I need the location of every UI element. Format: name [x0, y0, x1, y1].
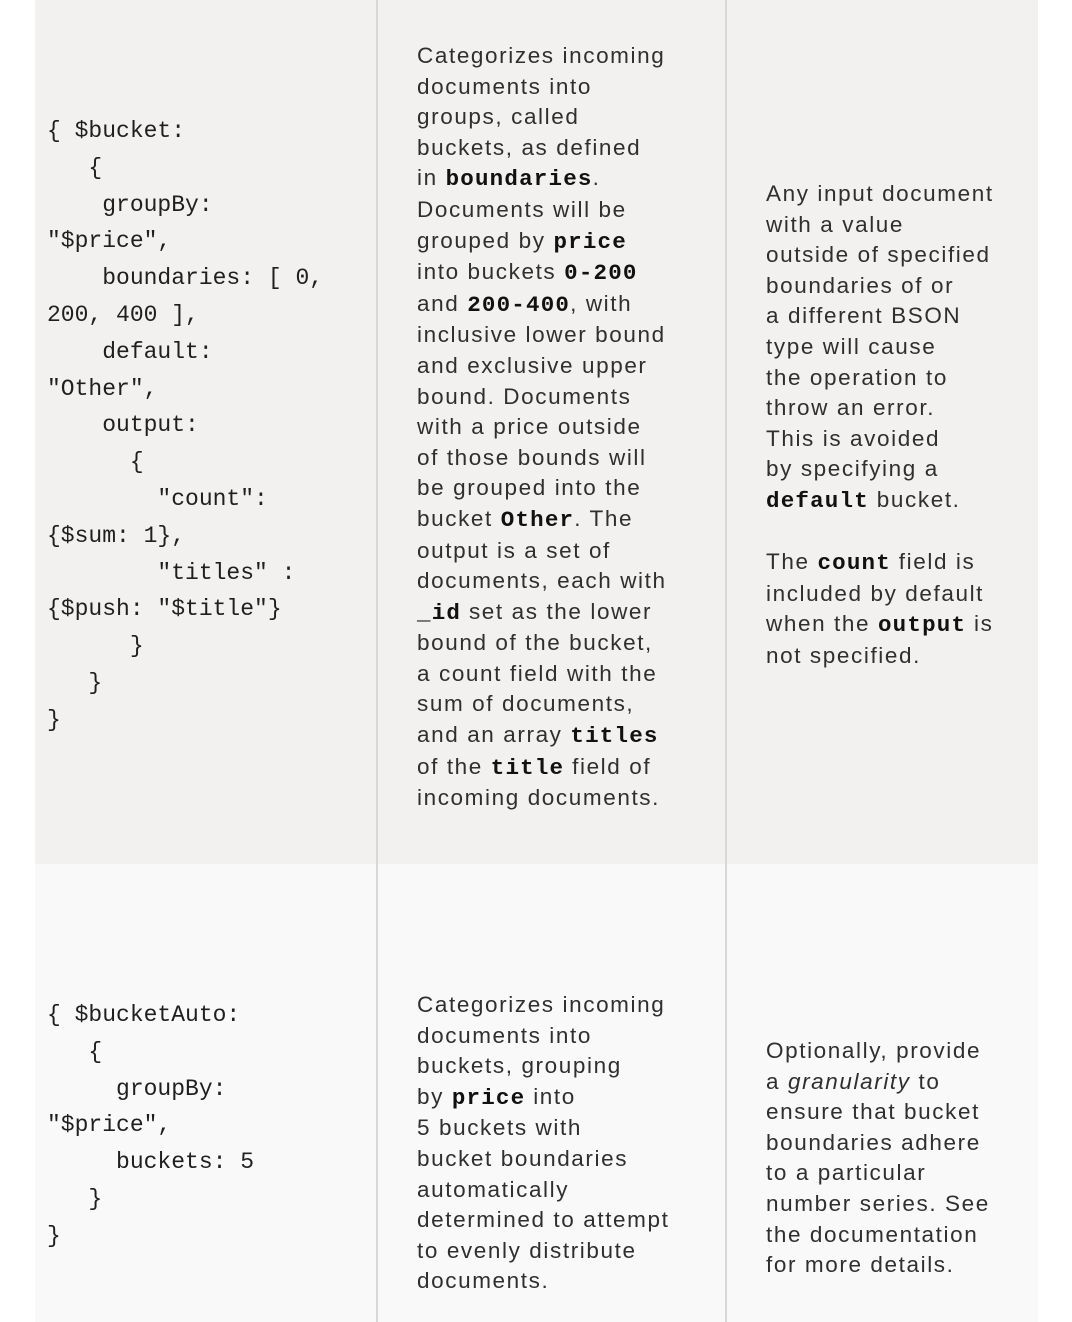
- text-run: field is: [890, 549, 976, 575]
- text-run: grouped by: [417, 227, 554, 253]
- text-line: [766, 393, 994, 424]
- text-line: [417, 1113, 669, 1144]
- text-run: is: [966, 611, 994, 637]
- text-line: [417, 382, 667, 413]
- text-run: boundaries of or: [766, 272, 955, 298]
- text-line: [417, 102, 667, 133]
- text-run: bucket.: [868, 486, 961, 512]
- text-line: [766, 609, 994, 641]
- text-run: boundaries adhere: [766, 1129, 981, 1155]
- text-run: buckets, grouping: [417, 1053, 622, 1079]
- text-run: bound of the bucket,: [417, 630, 653, 656]
- text-run: sum of documents,: [417, 691, 635, 717]
- text-run: of the: [417, 753, 491, 779]
- text-line: [417, 628, 667, 659]
- text-line: [766, 1250, 990, 1281]
- column-divider: [376, 0, 378, 1322]
- text-run: to evenly distribute: [417, 1237, 637, 1263]
- text-run: buckets, as defined: [417, 134, 642, 160]
- text-run: into buckets: [417, 259, 565, 285]
- text-line: [766, 641, 994, 672]
- text-line: [417, 720, 667, 752]
- code-term: Other: [500, 506, 575, 533]
- text-line: [417, 257, 667, 289]
- text-line: [766, 1189, 990, 1220]
- text-line: [766, 332, 994, 363]
- text-line: [417, 41, 667, 72]
- text-line: [417, 163, 667, 195]
- text-run: when the: [766, 611, 878, 637]
- text-line: [766, 424, 994, 455]
- text-run: and: [417, 290, 468, 316]
- text-line: [417, 412, 667, 443]
- text-line: [417, 351, 667, 382]
- text-run: set as the lower: [461, 598, 653, 624]
- text-line: [766, 1036, 990, 1067]
- text-run: 5 buckets with: [417, 1115, 582, 1141]
- text-run: Categorizes incoming: [417, 43, 666, 68]
- text-run: Any input document: [766, 181, 994, 206]
- text-line: [417, 659, 667, 690]
- text-run: inclusive lower bound: [417, 322, 666, 348]
- text-run: The: [766, 549, 818, 575]
- text-line: [766, 1097, 990, 1128]
- text-run: and exclusive upper: [417, 352, 648, 378]
- text-run: the documentation: [766, 1221, 979, 1247]
- emphasis-term: granularity: [787, 1068, 911, 1094]
- text-line: [417, 1051, 669, 1082]
- text-run: groups, called: [417, 104, 580, 130]
- text-line: [417, 443, 667, 474]
- text-line: [417, 226, 667, 258]
- text-run: included by default: [766, 580, 985, 606]
- text-run: for more details.: [766, 1252, 955, 1278]
- text-line: [766, 485, 994, 517]
- text-line: [766, 1128, 990, 1159]
- text-line: [417, 72, 667, 103]
- text-run: Optionally, provide: [766, 1038, 982, 1063]
- column-divider: [725, 0, 727, 1322]
- text-run: .: [592, 165, 601, 191]
- text-run: in: [417, 165, 446, 191]
- text-line: [417, 473, 667, 504]
- text-line: [417, 597, 667, 629]
- text-run: with a price outside: [417, 414, 642, 440]
- text-run: automatically: [417, 1176, 570, 1202]
- code-term: count: [817, 550, 891, 577]
- text-line: [417, 133, 667, 164]
- text-line: [766, 363, 994, 394]
- table-row-bucketauto: [35, 864, 1038, 1322]
- code-term: _id: [417, 599, 462, 626]
- text-run: throw an error.: [766, 395, 936, 421]
- text-line: [766, 210, 994, 241]
- code-example-bucket: { $bucket: { groupBy: "$price", boundaries: [ 0, 200, 400 ], default: "Other", output: { "count": {$sum: 1}, "titles" : {$push: "$title"} } } }: [47, 118, 324, 733]
- text-run: a different BSON: [766, 303, 962, 329]
- text-line: [417, 566, 667, 597]
- code-term: price: [553, 228, 627, 255]
- text-line: [417, 1236, 669, 1267]
- notes-bucketauto: [766, 1036, 990, 1281]
- text-run: be grouped into the: [417, 475, 642, 501]
- code-term: titles: [570, 723, 659, 750]
- text-line: [417, 504, 667, 536]
- text-run: type will cause: [766, 333, 937, 359]
- text-run: determined to attempt: [417, 1207, 670, 1233]
- text-line: [417, 783, 667, 814]
- table-row-bucket: [35, 0, 1038, 864]
- text-line: [766, 1158, 990, 1189]
- code-term: default: [766, 487, 869, 514]
- text-line: [766, 454, 994, 485]
- text-run: documents into: [417, 1022, 592, 1048]
- text-line: [417, 1175, 669, 1206]
- text-line: [417, 1082, 669, 1114]
- text-run: documents into: [417, 73, 592, 99]
- text-run: bucket: [417, 505, 501, 531]
- text-run: Categorizes incoming: [417, 992, 666, 1017]
- text-line: [417, 195, 667, 226]
- text-run: documents, each with: [417, 568, 667, 594]
- text-run: not specified.: [766, 642, 921, 668]
- text-line: [766, 1067, 990, 1098]
- text-run: ensure that bucket: [766, 1099, 980, 1125]
- text-line: [766, 179, 994, 210]
- text-run: by specifying a: [766, 456, 939, 482]
- text-run: This is avoided: [766, 425, 941, 451]
- code-term: 0-200: [564, 260, 638, 287]
- text-line: [417, 990, 669, 1021]
- text-run: and an array: [417, 722, 571, 748]
- text-line: [766, 271, 994, 302]
- text-line: [417, 689, 667, 720]
- text-line: [766, 240, 994, 271]
- code-term: price: [451, 1084, 526, 1111]
- text-run: output is a set of: [417, 537, 611, 563]
- text-line: [417, 752, 667, 784]
- code-term: 200-400: [467, 291, 571, 318]
- text-run: of those bounds will: [417, 444, 647, 470]
- text-line: [766, 579, 994, 610]
- aggregation-table: [35, 0, 1038, 1322]
- text-line: [766, 517, 994, 548]
- text-line: [766, 1220, 990, 1251]
- text-line: [417, 1266, 669, 1297]
- text-run: number series. See: [766, 1190, 990, 1216]
- text-line: [417, 1021, 669, 1052]
- text-run: into: [525, 1083, 576, 1109]
- code-term: output: [877, 612, 967, 639]
- text-run: by: [417, 1083, 452, 1109]
- text-run: bound. Documents: [417, 383, 632, 409]
- text-line: [766, 547, 994, 579]
- text-run: with a value: [766, 211, 905, 237]
- text-line: [766, 301, 994, 332]
- description-bucketauto: [417, 990, 669, 1297]
- text-run: documents.: [417, 1268, 550, 1294]
- text-line: [417, 536, 667, 567]
- text-run: outside of specified: [766, 242, 991, 268]
- text-line: [417, 320, 667, 351]
- text-run: . The: [574, 505, 634, 531]
- text-run: a: [766, 1068, 788, 1094]
- notes-bucket: [766, 179, 994, 672]
- description-bucket: [417, 41, 667, 814]
- text-line: [417, 1205, 669, 1236]
- text-run: field of: [564, 753, 652, 779]
- code-term: boundaries: [445, 166, 593, 193]
- text-run: the operation to: [766, 364, 948, 390]
- text-run: a count field with the: [417, 660, 658, 686]
- text-run: bucket boundaries: [417, 1145, 629, 1171]
- text-run: to: [910, 1068, 941, 1094]
- text-line: [417, 289, 667, 321]
- text-run: Documents will be: [417, 196, 627, 222]
- code-example-bucketauto: { $bucketAuto: { groupBy: "$price", buckets: 5 } }: [47, 1002, 255, 1249]
- text-run: to a particular: [766, 1160, 927, 1186]
- text-line: [417, 1144, 669, 1175]
- code-term: title: [490, 754, 565, 781]
- text-run: incoming documents.: [417, 785, 661, 811]
- text-run: , with: [570, 290, 633, 316]
